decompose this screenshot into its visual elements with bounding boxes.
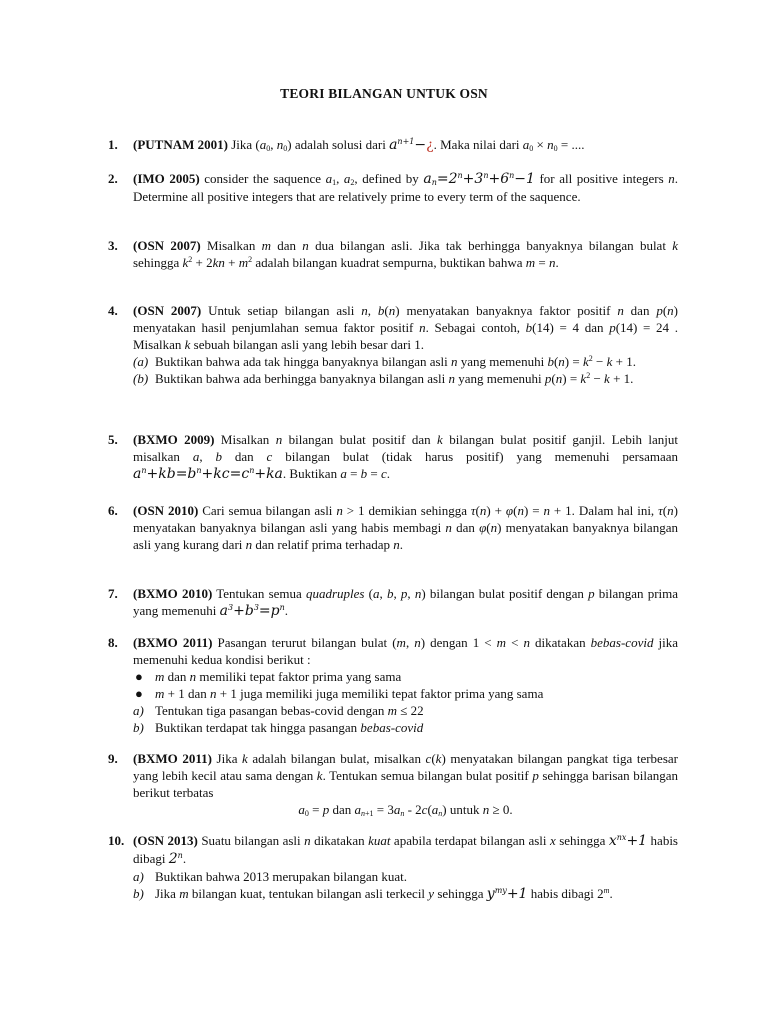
equation-line: $a_0 = p$ dan $a_{n+1} = 3a_n - 2c(a_n)$ untuk n ≥ 0. xyxy=(298,802,513,818)
text: Suatu bilangan asli xyxy=(197,833,305,848)
text: dikatakan xyxy=(530,635,591,650)
sub-item-a: (a) Buktikan bahwa ada tak hingga banyaknya bilangan asli n yang memenuhi $b(n) = k^2 - k + 1$. xyxy=(133,354,636,369)
text: ) adalah solusi dari xyxy=(287,137,390,152)
text: apabila terdapat bilangan asli xyxy=(390,833,550,848)
text: Tentukan semua xyxy=(212,586,306,601)
text: dikatakan xyxy=(310,833,369,848)
sub-label: a) xyxy=(133,869,144,884)
text: yang memenuhi xyxy=(457,354,548,369)
text: dua bilangan asli. Jika tak berhingga banyaknya bilangan bulat xyxy=(308,238,673,253)
text: . Tentukan semua bilangan bulat positif xyxy=(322,768,533,783)
text: . Maka nilai dari xyxy=(433,137,523,152)
problem-number: 9. xyxy=(108,751,118,766)
text: adalah bilangan bulat, misalkan xyxy=(247,751,426,766)
text: for all positive integers xyxy=(534,171,669,186)
sub-label: b) xyxy=(133,720,144,735)
text: defined by xyxy=(357,171,424,186)
text: bilangan bulat positif dengan xyxy=(425,586,589,601)
sub-label: (b) xyxy=(133,371,149,386)
text: Tentukan tiga pasangan bebas-covid dengan xyxy=(155,703,388,718)
text: kuat xyxy=(368,833,391,848)
problem-9: 9. (BXMO 2011) Jika k adalah bilangan bulat, misalkan c(k) menyatakan bilangan pangkat tiga terbesar yang lebih kecil atau sama dengan k. Tentukan semua bilangan bulat positif p sehingga barisan bilangan berikut terbatas $a_0 = p$ dan $a_{n+1} = 3a_n - 2c(a_n)$ untuk n ≥ 0. xyxy=(108,751,678,818)
problem-source: (BXMO 2009) xyxy=(133,432,215,447)
text: menyatakan banyaknya bilangan asli yang kurang dari xyxy=(133,520,678,552)
text: dan xyxy=(329,802,355,817)
text: Buktikan terdapat tak hingga pasangan xyxy=(155,720,361,735)
text: quadruples xyxy=(305,586,365,601)
text: bilangan prima yang memenuhi xyxy=(133,586,679,618)
text: sehingga xyxy=(555,833,609,848)
text: dan xyxy=(221,449,267,464)
sub-item-a: a) Tentukan tiga pasangan bebas-covid dengan m ≤ 22 xyxy=(133,703,424,718)
sub-item-a xyxy=(133,868,678,885)
problem-4: 4. (OSN 2007) Untuk setiap bilangan asli n, b(n) menyatakan banyaknya faktor positif n dan p(n) menyatakan hasil penjumlahan semua faktor positif n. Sebagai contoh, b(14) = 4 dan p(14) = 24 . Misalkan k sebuah bilangan asli yang lebih besar dari 1. (a) Buktikan bahwa ada tak hingga banyaknya bilangan asli n yang memenuhi $b(n) = k^2 - k + 1$. (b) Buktikan bahwa ada berhingga banyaknya bilangan asli n yang memenuhi $p(n) = k^2 - k + 1$. xyxy=(108,303,679,386)
problem-source: (OSN 2007) xyxy=(133,303,202,318)
page-title: TEORI BILANGAN UNTUK OSN xyxy=(280,86,488,101)
text: untuk xyxy=(446,802,483,817)
text: demikian sehingga xyxy=(364,503,471,518)
text: = 24 . Misalkan xyxy=(133,320,678,352)
text: menyatakan bilangan pangkat tiga terbesar yang lebih kecil atau sama dengan xyxy=(133,751,678,783)
text: Buktikan bahwa ada tak hingga banyaknya bilangan asli xyxy=(155,354,452,369)
sub-label: a) xyxy=(133,703,144,718)
text: memiliki tepat faktor prima yang sama xyxy=(196,669,402,684)
sub-label: b) xyxy=(133,886,144,901)
text: menyatakan banyaknya faktor positif xyxy=(399,303,618,318)
text: Untuk setiap bilangan asli xyxy=(201,303,362,318)
formula: 2$^n$ xyxy=(168,851,183,867)
text: bilangan kuat, tentukan bilangan asli terkecil xyxy=(188,886,429,901)
text: sehingga xyxy=(434,886,487,901)
problem-number: 10. xyxy=(108,833,125,848)
text: . Sebagai contoh, xyxy=(425,320,526,335)
text: Misalkan xyxy=(214,432,276,447)
text: Jika xyxy=(155,886,180,901)
text: + 1 juga memiliki juga memiliki tepat faktor prima yang sama xyxy=(216,686,544,701)
text: adalah bilangan kuadrat sempurna, buktikan bahwa xyxy=(252,255,526,270)
problem-7: 7. (BXMO 2010) Tentukan semua quadruples (a, b, p, n) bilangan bulat positif dengan p bilangan prima yang memenuhi $a^3+b^3=p^n$. xyxy=(108,586,679,619)
formula: $a^3+b^3=p^n$ xyxy=(219,603,285,619)
sub-label: (a) xyxy=(133,354,149,369)
sub-item-b: (b) Buktikan bahwa ada berhingga banyaknya bilangan asli n yang memenuhi $p(n) = k^2 - k + 1$. xyxy=(133,371,634,386)
text: bilangan bulat positif ganjil. Lebih lanjut misalkan xyxy=(133,432,678,464)
text: dan relatif prima terhadap xyxy=(252,537,394,552)
problem-number: 4. xyxy=(108,303,118,318)
text: Jika ( xyxy=(227,137,260,152)
problem-number: 1. xyxy=(108,137,118,152)
text: sehingga barisan bilangan berikut terbatas xyxy=(133,768,678,800)
text: dengan 1 < xyxy=(425,635,497,650)
problem-6: 6. (OSN 2010) Cari semua bilangan asli n > 1 demikian sehingga τ(n) + φ(n) = n + 1. Dalam hal ini, τ(n) menyatakan banyaknya bilangan asli yang habis membagi n dan φ(n) menyatakan banyaknya bilangan asli yang kurang dari n dan relatif prima terhadap n. xyxy=(108,503,678,552)
problem-source: (IMO 2005) xyxy=(133,171,200,186)
text: habis dibagi xyxy=(133,833,678,866)
problem-8: 8. (BXMO 2011) Pasangan terurut bilangan bulat (m, n) dengan 1 < m < n dikatakan bebas-covid jika memenuhi kedua kondisi berikut : ● m dan n memiliki tepat faktor prima yang sama ● m + 1 dan n + 1 juga memiliki juga memiliki tepat faktor prima yang sama a) Tentukan tiga pasangan bebas-covid dengan m ≤ 22 b) Buktikan terdapat tak hingga pasangan bebas-covid xyxy=(108,635,678,735)
problem-source: (BXMO 2011) xyxy=(133,635,213,650)
formula: $a^n+kb=b^n+kc=c^n+ka$ xyxy=(133,466,283,482)
sub-item-b xyxy=(133,719,678,736)
text: menyatakan hasil penjumlahan semua faktor positif xyxy=(133,320,420,335)
text: menyatakan banyaknya bilangan asli yang habis membagi xyxy=(133,520,446,535)
problem-10: 10. (OSN 2013) Suatu bilangan asli n dikatakan kuat apabila terdapat bilangan asli x sehingga $x^{nx}+1$ habis dibagi 2$^n$. a) Buktikan bahwa 2013 merupakan bilangan kuat. b) Jika m bilangan kuat, tentukan bilangan asli terkecil y sehingga $y^{my}+1$ habis dibagi 2$^m$. xyxy=(108,833,678,902)
text: bilangan bulat positif dan xyxy=(282,432,438,447)
problem-source: (BXMO 2011) xyxy=(133,751,212,766)
text: Misalkan xyxy=(200,238,262,253)
problem-number: 5. xyxy=(108,432,118,447)
problem-source: (PUTNAM 2001) xyxy=(133,137,228,152)
text: Jika xyxy=(211,751,243,766)
text: bebas-covid xyxy=(360,720,424,735)
bullet-item-2: ● m + 1 dan n + 1 juga memiliki juga memiliki tepat faktor prima yang sama xyxy=(135,686,544,701)
text: habis dibagi xyxy=(527,886,598,901)
problem-source: (OSN 2013) xyxy=(133,833,198,848)
problem-2: 2. (IMO 2005) consider the saquence $a_1$, $a_2$, defined by $a_n=2^n+3^n+6^n-1$ for all positive integers n. Determine all positive integers that are relatively prime to every term of the saquence. xyxy=(108,171,679,204)
text: Dalam hal ini, xyxy=(574,503,659,518)
problem-3: 3. (OSN 2007) Misalkan m dan n dua bilangan asli. Jika tak berhingga banyaknya bilangan bulat k sehingga $k^2 + 2kn + m^2$ adalah bilangan kuadrat sempurna, buktikan bahwa m = n. xyxy=(108,238,678,270)
text: = 4 dan xyxy=(553,320,610,335)
bullet-icon: ● xyxy=(135,669,143,684)
text: jika memenuhi kedua kondisi berikut : xyxy=(133,635,678,667)
problem-5: 5. (BXMO 2009) Misalkan n bilangan bulat positif dan k bilangan bulat positif ganjil. Lebih lanjut misalkan a, b dan c bilangan bulat (tidak harus positif) yang memenuhi persamaan $a^n+kb=b^n+kc=c^n+ka$. Buktikan a = b = c. xyxy=(108,432,678,482)
bullet-item-1: ● m dan n memiliki tepat faktor prima yang sama xyxy=(135,669,402,684)
problem-source: (BXMO 2010) xyxy=(133,586,213,601)
problem-number: 2. xyxy=(108,171,118,186)
problem-1: 1. (PUTNAM 2001) Jika ($a_0$, $n_0$) adalah solusi dari $a^{n+1}-¿$. Maka nilai dari $a_0 \times n_0$ = .... xyxy=(108,137,585,153)
text: Buktikan bahwa 2013 merupakan bilangan kuat. xyxy=(155,869,407,884)
text: Pasangan terurut bilangan bulat xyxy=(212,635,393,650)
text: sebuah bilangan asli yang lebih besar dari 1. xyxy=(190,337,424,352)
text: bilangan bulat (tidak harus positif) yang memenuhi persamaan xyxy=(272,449,678,464)
text: = .... xyxy=(557,137,585,152)
text: yang memenuhi xyxy=(455,371,545,386)
text: Buktikan bahwa ada berhingga banyaknya bilangan asli xyxy=(155,371,449,386)
problem-number: 6. xyxy=(108,503,118,518)
text: dan xyxy=(623,303,657,318)
formula: $y^{my}+1$ xyxy=(486,886,528,902)
formula: $a_n=2^n+3^n+6^n-1$ xyxy=(423,171,535,187)
formula: $x^{nx}+1$ xyxy=(608,833,648,849)
text: bebas-covid xyxy=(590,635,654,650)
problem-source: (OSN 2007) xyxy=(133,238,201,253)
bullet-icon: ● xyxy=(135,686,143,701)
text: consider the saquence xyxy=(199,171,326,186)
text: Cari semua bilangan asli xyxy=(198,503,337,518)
formula: $a^{n+1}-¿$ xyxy=(389,137,434,153)
problem-number: 3. xyxy=(108,238,118,253)
text: dan xyxy=(451,520,480,535)
text: . Determine all positive integers that are relatively prime to every term of the saquence. xyxy=(133,171,679,204)
sub-item-b: b) Jika m bilangan kuat, tentukan bilangan asli terkecil y sehingga $y^{my}+1$ habis dibagi 2$^m$. xyxy=(133,886,613,902)
text: sehingga xyxy=(133,255,183,270)
problem-source: (OSN 2010) xyxy=(133,503,199,518)
problem-number: 7. xyxy=(108,586,118,601)
text: dan xyxy=(270,238,303,253)
problem-number: 8. xyxy=(108,635,118,650)
text: . Buktikan xyxy=(282,466,341,481)
